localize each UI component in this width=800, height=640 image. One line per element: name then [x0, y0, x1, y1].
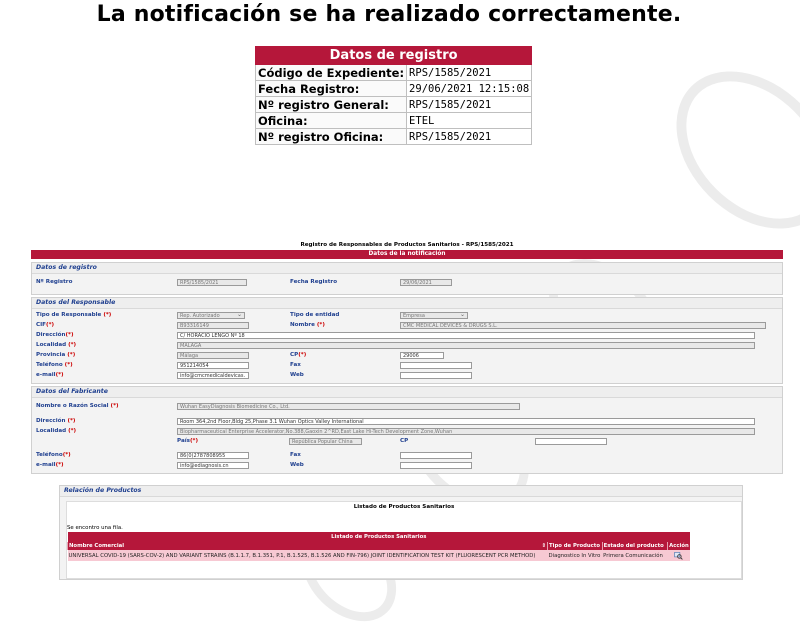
- tipo-entidad-label: Tipo de entidad: [290, 312, 340, 318]
- section-datos-registro: [31, 262, 783, 295]
- fabricante-telefono-label: Teléfono(*): [36, 452, 71, 458]
- magnifier-icon[interactable]: [674, 552, 683, 560]
- section-heading: Datos del Fabricante: [32, 387, 782, 398]
- fabricante-direccion-field[interactable]: Room 364,2nd Floor,Bldg 25,Phase 3.1 Wuhan Optics Valley International: [177, 418, 755, 425]
- tipo-responsable-label: Tipo de Responsable (*): [36, 312, 112, 318]
- fecha-registro-value: 29/06/2021 12:15:08: [407, 81, 532, 97]
- section-heading: Datos del Responsable: [32, 298, 782, 309]
- notification-form: [31, 241, 783, 474]
- table-row: [256, 65, 532, 81]
- registro-general-label: Nº registro General:: [256, 97, 407, 113]
- cp-label: CP(*): [290, 352, 307, 358]
- oficina-label: Oficina:: [256, 113, 407, 129]
- registro-oficina-label: Nº registro Oficina:: [256, 129, 407, 145]
- section-relacion-productos: [59, 485, 743, 580]
- tipo-entidad-select[interactable]: Empresa ⌄: [400, 312, 468, 319]
- product-action[interactable]: [668, 550, 690, 561]
- column-estado-producto[interactable]: Estado del producto: [602, 542, 668, 550]
- cif-label: CIF(*): [36, 322, 55, 328]
- column-nombre-comercial[interactable]: Nombre Comercial ⇕: [69, 543, 547, 549]
- fabricante-telefono-field[interactable]: 86(0)2787808955: [177, 452, 249, 459]
- page-headline: La notificación se ha realizado correctamente.: [96, 2, 682, 27]
- n-registro-field[interactable]: RPS/1585/2021: [177, 279, 247, 286]
- web-label: Web: [290, 372, 304, 378]
- oficina-value: ETEL: [407, 113, 532, 129]
- fecha-registro-label: Fecha Registro: [290, 279, 338, 285]
- localidad-label: Localidad (*): [36, 342, 77, 348]
- fabricante-fax-field[interactable]: [400, 452, 472, 459]
- registration-summary-table: [255, 46, 532, 145]
- fabricante-localidad-label: Localidad (*): [36, 428, 77, 434]
- product-estado: Primera Comunicación: [602, 550, 668, 561]
- cif-field[interactable]: B93316149: [177, 322, 249, 329]
- provincia-label: Provincia (*): [36, 352, 76, 358]
- watermark-shape: [645, 40, 800, 259]
- table-row: [256, 113, 532, 129]
- codigo-expediente-value: RPS/1585/2021: [407, 65, 532, 81]
- direccion-label: Dirección(*): [36, 332, 74, 338]
- cp-field[interactable]: 29006: [400, 352, 444, 359]
- email-field[interactable]: info@cmcmedicaldevicas.: [177, 372, 249, 379]
- product-tipo: Diagnostico In Vitro: [548, 550, 603, 561]
- razon-social-label: Nombre o Razón Social (*): [36, 403, 119, 409]
- column-tipo-producto[interactable]: Tipo de Producto: [548, 542, 603, 550]
- fax-label: Fax: [290, 362, 301, 368]
- n-registro-label: Nº Registro: [36, 279, 73, 285]
- fabricante-fax-label: Fax: [290, 452, 301, 458]
- registro-general-value: RPS/1585/2021: [407, 97, 532, 113]
- nombre-label: Nombre (*): [290, 322, 325, 328]
- pais-field[interactable]: República Popular China: [289, 438, 362, 445]
- products-table-caption: Listado de Productos Sanitarios: [68, 532, 691, 542]
- products-table: [67, 532, 690, 561]
- direccion-field[interactable]: C/ HORACIO LENGO Nº 18: [177, 332, 755, 339]
- web-field[interactable]: [400, 372, 472, 379]
- fabricante-localidad-field[interactable]: Biopharmaceutical Enterprise Accelerator,No.388,Gaoxin 2^RD,East Lake Hi-Tech Development Zone,Wuhan: [177, 428, 755, 435]
- fecha-registro-label: Fecha Registro:: [256, 81, 407, 97]
- fabricante-email-field[interactable]: info@ediagnosis.cn: [177, 462, 249, 469]
- table-row: [256, 129, 532, 145]
- fabricante-web-field[interactable]: [400, 462, 472, 469]
- products-list-title: Listado de Productos Sanitarios: [353, 504, 455, 510]
- section-heading: Datos de registro: [32, 263, 782, 274]
- product-nombre: UNIVERSAL COVID-19 (SARS-COV-2) AND VARIANT STRAINS (B.1.1.7, B.1.351, P.1, B.1.525, B.1.526 AND FIN-796) JOINT IDENTIFICATION TEST KIT (FLUORESCENT PCR METHOD): [68, 550, 548, 561]
- nombre-field[interactable]: CMC MEDICAL DEVICES & DRUGS S.L.: [400, 322, 766, 329]
- column-accion: Acción: [669, 543, 689, 549]
- telefono-field[interactable]: 951214054: [177, 362, 249, 369]
- section-datos-fabricante: [31, 386, 783, 474]
- telefono-label: Teléfono (*): [36, 362, 73, 368]
- products-row-count: Se encontro una fila.: [67, 525, 123, 531]
- sort-icon[interactable]: ⇕: [541, 543, 547, 549]
- section-datos-responsable: [31, 297, 783, 384]
- fax-field[interactable]: [400, 362, 472, 369]
- fabricante-cp-field[interactable]: [535, 438, 607, 445]
- form-title: Registro de Responsables de Productos Sanitarios - RPS/1585/2021: [300, 242, 514, 248]
- fabricante-direccion-label: Dirección (*): [36, 418, 76, 424]
- fabricante-email-label: e-mail(*): [36, 462, 64, 468]
- registro-oficina-value: RPS/1585/2021: [407, 129, 532, 145]
- codigo-expediente-label: Código de Expediente:: [256, 65, 407, 81]
- fabricante-cp-label: CP: [400, 438, 409, 444]
- pais-label: País(*): [177, 438, 199, 444]
- localidad-field[interactable]: MALAGA: [177, 342, 755, 349]
- fecha-registro-field[interactable]: 29/06/2021: [400, 279, 452, 286]
- section-heading: Relación de Productos: [60, 486, 742, 497]
- table-row: [256, 81, 532, 97]
- form-header-bar: Datos de la notificación: [31, 250, 783, 259]
- razon-social-field[interactable]: Wuhan EasyDiagnosis Biomedicine Co., Ltd.: [177, 403, 520, 410]
- fabricante-web-label: Web: [290, 462, 304, 468]
- registration-summary-title: Datos de registro: [256, 47, 532, 65]
- table-row: [256, 97, 532, 113]
- provincia-field[interactable]: Málaga: [177, 352, 249, 359]
- email-label: e-mail(*): [36, 372, 64, 378]
- tipo-responsable-select[interactable]: Rep. Autorizado ⌄: [177, 312, 245, 319]
- products-list-panel: [66, 501, 742, 579]
- table-row: [68, 550, 691, 561]
